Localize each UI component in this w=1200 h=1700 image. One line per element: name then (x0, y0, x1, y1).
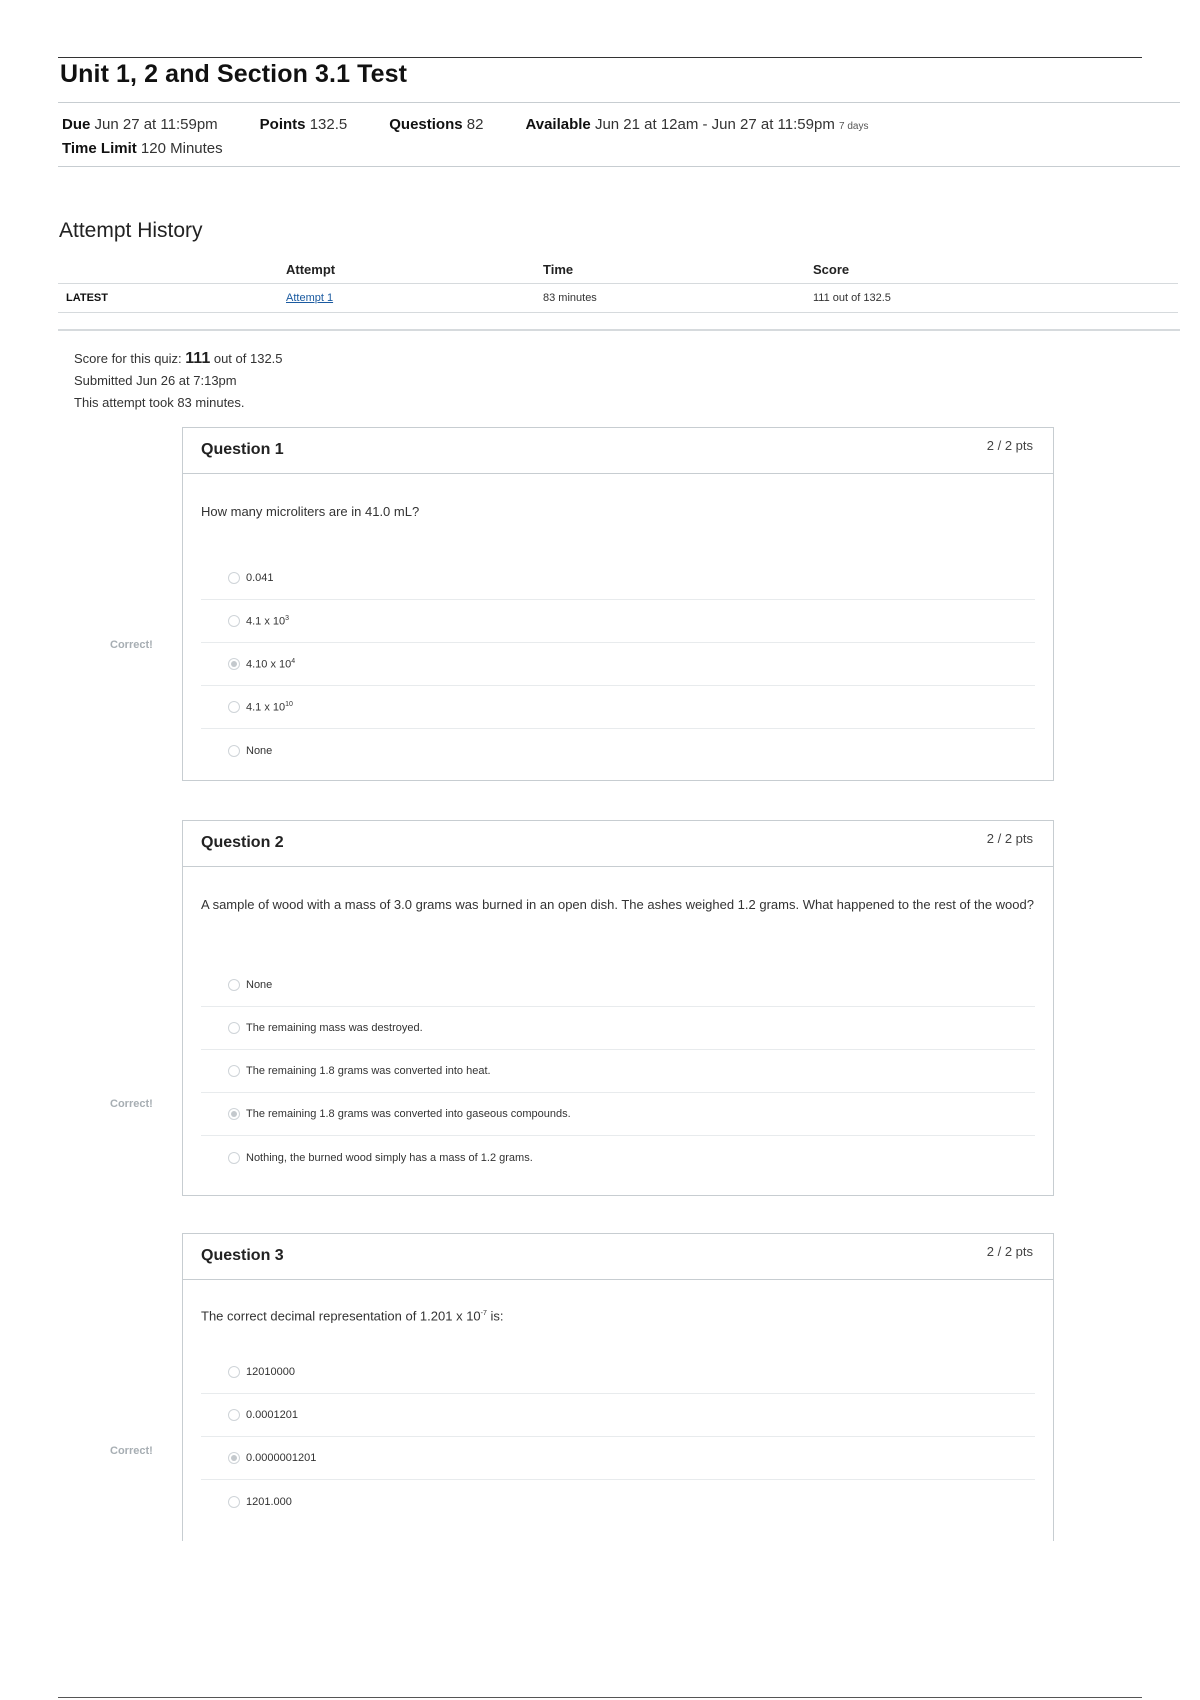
answer-label: The remaining 1.8 grams was converted into heat. (246, 1065, 491, 1077)
answer-list (183, 557, 1053, 772)
question-header (183, 1234, 1053, 1280)
question-title: Question 1 (201, 441, 284, 458)
answer-option[interactable] (201, 643, 1035, 686)
answer-label: None (246, 744, 273, 757)
question-header (183, 821, 1053, 867)
submitted-time: Submitted Jun 26 at 7:13pm (74, 373, 237, 388)
answer-label: 4.1 x $10^3$ (246, 614, 290, 628)
radio-button[interactable] (228, 1409, 240, 1421)
answer-option[interactable] (201, 1050, 1035, 1093)
question-header (183, 428, 1053, 474)
radio-button[interactable] (228, 701, 240, 713)
due-date: Due Jun 27 at 11:59pm (62, 115, 218, 133)
answer-label: The remaining mass was destroyed. (246, 1022, 423, 1034)
answer-option[interactable] (201, 1351, 1035, 1394)
answer-option[interactable] (201, 729, 1035, 772)
table-row (58, 283, 1178, 312)
answer-label: 4.1 x $10^{10}$ (246, 700, 293, 714)
answer-option[interactable] (201, 1437, 1035, 1480)
quiz-title: Unit 1, 2 and Section 3.1 Test (60, 60, 408, 88)
radio-button[interactable] (228, 745, 240, 757)
page-bottom-rule (58, 1697, 1142, 1698)
attempt-link[interactable]: Attempt 1 (286, 291, 334, 304)
radio-button[interactable] (228, 572, 240, 584)
answer-label: 1201.000 (246, 1495, 292, 1508)
answer-label: 0.0001201 (246, 1409, 298, 1421)
answer-option[interactable] (201, 1480, 1035, 1523)
attempt-duration: This attempt took 83 minutes. (74, 395, 245, 410)
title-divider (58, 102, 1180, 103)
availability: Available Jun 21 at 12am - Jun 27 at 11:59pm 7 days (525, 115, 869, 133)
answer-option[interactable] (201, 600, 1035, 643)
answer-label: The remaining 1.8 grams was converted into gaseous compounds. (246, 1108, 571, 1120)
history-divider (58, 329, 1180, 331)
answer-option[interactable] (201, 1093, 1035, 1136)
question-text: The correct decimal representation of 1.201 x $10^{-7}$ is: (201, 1308, 504, 1324)
answer-option[interactable] (201, 557, 1035, 600)
correct-indicator: Correct! (110, 1445, 153, 1457)
question-points: 2 / 2 pts (986, 1244, 1033, 1259)
answer-option[interactable] (201, 1136, 1035, 1179)
radio-button[interactable] (228, 1065, 240, 1077)
question-title: Question 2 (201, 834, 284, 851)
question-points: 2 / 2 pts (986, 438, 1033, 453)
radio-button[interactable] (228, 1022, 240, 1034)
answer-option[interactable] (201, 964, 1035, 1007)
answer-option[interactable] (201, 1394, 1035, 1437)
page-top-rule (58, 57, 1142, 58)
answer-list (183, 1351, 1053, 1523)
correct-indicator: Correct! (110, 1098, 153, 1110)
attempt-time: 83 minutes (543, 283, 813, 312)
answer-label: Nothing, the burned wood simply has a mass of 1.2 grams. (246, 1151, 533, 1164)
history-header-score: Score (813, 261, 850, 277)
answer-option[interactable] (201, 686, 1035, 729)
radio-button[interactable] (228, 1496, 240, 1508)
history-header-attempt: Attempt (286, 261, 336, 277)
time-limit: Time Limit 120 Minutes (62, 139, 223, 157)
attempt-status: LATEST (58, 283, 286, 312)
radio-button[interactable] (228, 615, 240, 627)
question-title: Question 3 (201, 1247, 284, 1264)
answer-label: 12010000 (246, 1366, 295, 1378)
quiz-score: Score for this quiz: 111 out of 132.5 (74, 350, 283, 367)
history-header-status (58, 256, 286, 283)
history-header-time: Time (543, 261, 574, 277)
question-2 (182, 820, 1054, 1196)
radio-button-selected[interactable] (228, 1108, 240, 1120)
quiz-details (62, 112, 1172, 160)
radio-button-selected[interactable] (228, 1452, 240, 1464)
radio-button[interactable] (228, 1366, 240, 1378)
question-text: A sample of wood with a mass of 3.0 grams was burned in an open dish. The ashes weighed 1.2 grams. What happened to the rest of the wood? (201, 897, 1034, 912)
answer-list (183, 964, 1053, 1179)
radio-button[interactable] (228, 1152, 240, 1164)
points-total: Points 132.5 (259, 115, 348, 133)
correct-indicator: Correct! (110, 639, 153, 651)
answer-option[interactable] (201, 1007, 1035, 1050)
attempt-summary (74, 348, 283, 414)
answer-label: 0.0000001201 (246, 1452, 317, 1464)
question-text: How many microliters are in 41.0 mL? (201, 504, 420, 519)
question-3 (182, 1233, 1054, 1541)
details-divider (58, 166, 1180, 167)
attempt-score: 111 out of 132.5 (813, 283, 1178, 312)
radio-button[interactable] (228, 979, 240, 991)
answer-label: 4.10 x $10^4$ (246, 657, 296, 671)
question-1 (182, 427, 1054, 781)
attempt-cell (286, 283, 543, 312)
answer-label: 0.041 (246, 572, 274, 584)
attempt-history-heading: Attempt History (59, 219, 203, 242)
attempt-history-table (58, 256, 1178, 313)
question-points: 2 / 2 pts (986, 831, 1033, 846)
radio-button-selected[interactable] (228, 658, 240, 670)
answer-label: None (246, 979, 273, 991)
question-count: Questions 82 (389, 115, 484, 133)
